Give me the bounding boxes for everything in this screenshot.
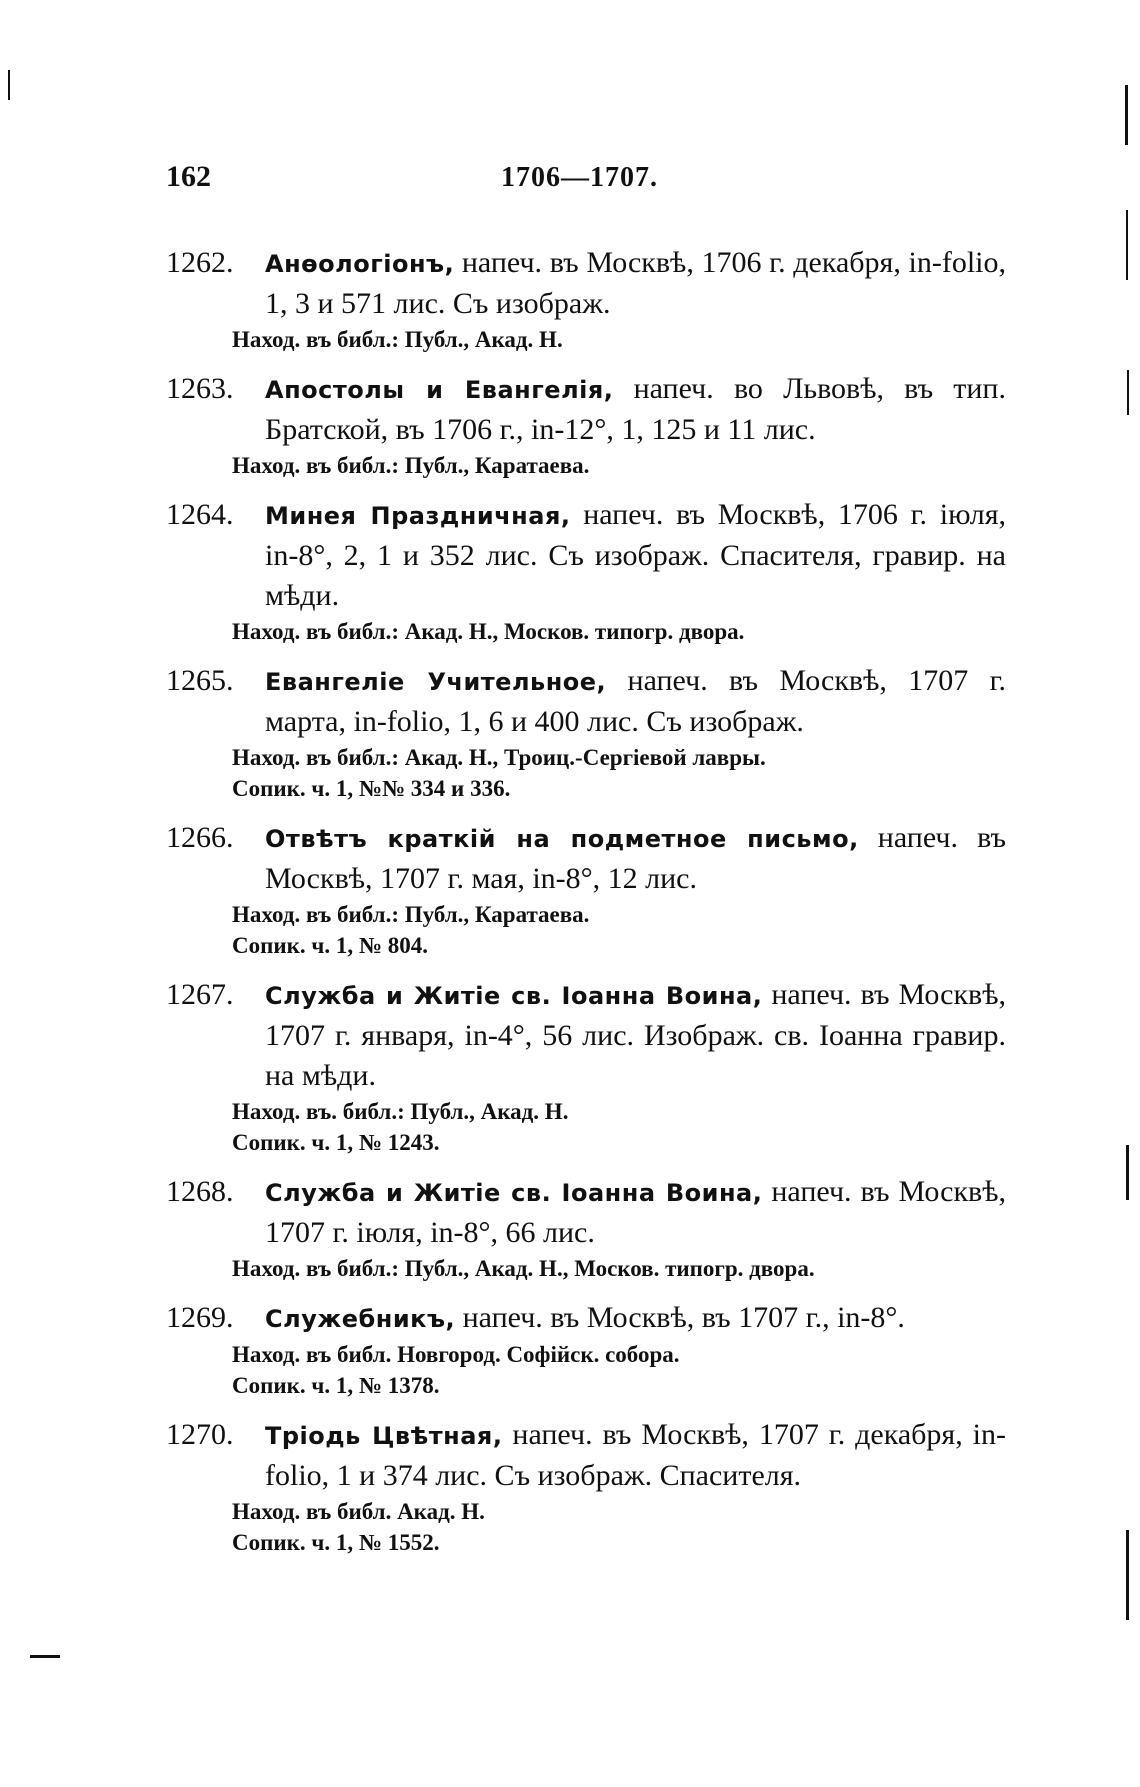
scan-edge-mark bbox=[1126, 210, 1128, 280]
entry-list bbox=[166, 243, 1006, 1572]
entry-number: 1268. bbox=[166, 1175, 234, 1208]
entry-title: Служба и Житіе св. Іоанна Воина, bbox=[265, 982, 763, 1010]
entry-text: напеч. во Львовѣ, въ тип. Братской, въ 1706 г., in-12°, 1, 125 и 11 лис. bbox=[265, 372, 1006, 446]
entry-reference: Сопик. ч. 1, № 1243. bbox=[232, 1130, 440, 1155]
entry-number: 1269. bbox=[166, 1301, 234, 1334]
entry-text: напеч. въ Москвѣ, 1707 г. іюля, in-8°, 66 лис. bbox=[265, 1175, 1007, 1249]
entry-location: Наход. въ библ.: Публ., Каратаева. bbox=[232, 453, 590, 478]
entry-1264 bbox=[166, 495, 1006, 647]
entry-description bbox=[265, 1415, 1006, 1496]
scan-edge-mark bbox=[1126, 1145, 1129, 1200]
entry-title: Евангеліе Учительное, bbox=[265, 668, 607, 696]
entry-title: Отвѣтъ краткій на подметное письмо, bbox=[265, 825, 859, 853]
entry-reference: Сопик. ч. 1, № 1378. bbox=[232, 1373, 440, 1398]
entry-description bbox=[265, 975, 1006, 1096]
scan-edge-mark bbox=[8, 70, 10, 100]
entry-number: 1264. bbox=[166, 498, 234, 531]
scan-edge-mark bbox=[30, 1655, 60, 1658]
entry-1263 bbox=[166, 369, 1006, 481]
entry-location: Наход. въ библ.: Публ., Каратаева. bbox=[232, 902, 590, 927]
entry-description bbox=[265, 243, 1006, 324]
scan-edge-mark bbox=[1126, 1530, 1129, 1620]
entry-title: Апостолы и Евангелія, bbox=[265, 376, 614, 404]
entry-description bbox=[265, 495, 1006, 616]
entry-location: Наход. въ библ.: Публ., Акад. Н. bbox=[232, 327, 563, 352]
entry-number: 1266. bbox=[166, 821, 234, 854]
entry-reference: Сопик. ч. 1, № 804. bbox=[232, 933, 428, 958]
entry-location: Наход. въ библ. Новгород. Софійск. собора. bbox=[232, 1342, 680, 1367]
entry-number: 1270. bbox=[166, 1418, 234, 1451]
page-number: 162 bbox=[166, 160, 211, 193]
entry-location: Наход. въ библ.: Акад. Н., Троиц.-Сергіевой лавры. bbox=[232, 745, 766, 770]
entry-1269 bbox=[166, 1298, 1006, 1401]
entry-location: Наход. въ библ.: Публ., Акад. Н., Москов. типогр. двора. bbox=[232, 1256, 815, 1281]
entry-text: напеч. въ Москвѣ, 1706 г. декабря, in-folio, 1, 3 и 571 лис. Съ изображ. bbox=[265, 246, 1006, 320]
scan-edge-mark bbox=[1127, 370, 1129, 415]
running-head: 1706—1707. bbox=[501, 162, 658, 193]
entry-location: Наход. въ. библ.: Публ., Акад. Н. bbox=[232, 1099, 569, 1124]
entry-reference: Сопик. ч. 1, №№ 334 и 336. bbox=[232, 776, 511, 801]
page-header bbox=[166, 160, 1006, 200]
entry-1268 bbox=[166, 1172, 1006, 1284]
entry-text: напеч. въ Москвѣ, 1706 г. іюля, in-8°, 2, 1 и 352 лис. Съ изображ. Спасителя, гравир. на мѣди. bbox=[265, 498, 1007, 612]
entry-1267 bbox=[166, 975, 1006, 1158]
entry-1270 bbox=[166, 1415, 1006, 1558]
entry-text: напеч. въ Москвѣ, въ 1707 г., in-8°. bbox=[455, 1301, 905, 1334]
entry-title: Служба и Житіе св. Іоанна Воина, bbox=[265, 1179, 763, 1207]
entry-text: напеч. въ Москвѣ, 1707 г. декабря, in-folio, 1 и 374 лис. Съ изображ. Спасителя. bbox=[265, 1418, 1006, 1492]
entry-1266 bbox=[166, 818, 1006, 961]
entry-location: Наход. въ библ. Акад. Н. bbox=[232, 1499, 485, 1524]
scan-edge-mark bbox=[1125, 85, 1128, 145]
entry-text: напеч. въ Москвѣ, 1707 г. января, in-4°, 56 лис. Изображ. св. Іоанна гравир. на мѣди. bbox=[265, 978, 1007, 1092]
entry-description bbox=[265, 661, 1006, 742]
entry-description bbox=[265, 1172, 1006, 1253]
entry-number: 1262. bbox=[166, 246, 234, 279]
entry-title: Минея Праздничная, bbox=[265, 502, 571, 530]
entry-reference: Сопик. ч. 1, № 1552. bbox=[232, 1530, 440, 1555]
entry-description bbox=[265, 818, 1006, 899]
entry-description bbox=[265, 369, 1006, 450]
entry-1265 bbox=[166, 661, 1006, 804]
entry-number: 1267. bbox=[166, 978, 234, 1011]
entry-1262 bbox=[166, 243, 1006, 355]
entry-title: Служебникъ, bbox=[265, 1305, 456, 1333]
entry-description bbox=[265, 1298, 1006, 1339]
entry-number: 1265. bbox=[166, 664, 234, 697]
entry-location: Наход. въ библ.: Акад. Н., Москов. типогр. двора. bbox=[232, 619, 745, 644]
entry-title: Анѳологіонъ, bbox=[265, 250, 455, 278]
entry-text: напеч. въ Москвѣ, 1707 г. марта, in-folio, 1, 6 и 400 лис. Съ изображ. bbox=[265, 664, 1006, 738]
entry-title: Тріодь Цвѣтная, bbox=[265, 1422, 503, 1450]
entry-number: 1263. bbox=[166, 372, 234, 405]
entry-text: напеч. въ Москвѣ, 1707 г. мая, in-8°, 12 лис. bbox=[265, 821, 1006, 895]
